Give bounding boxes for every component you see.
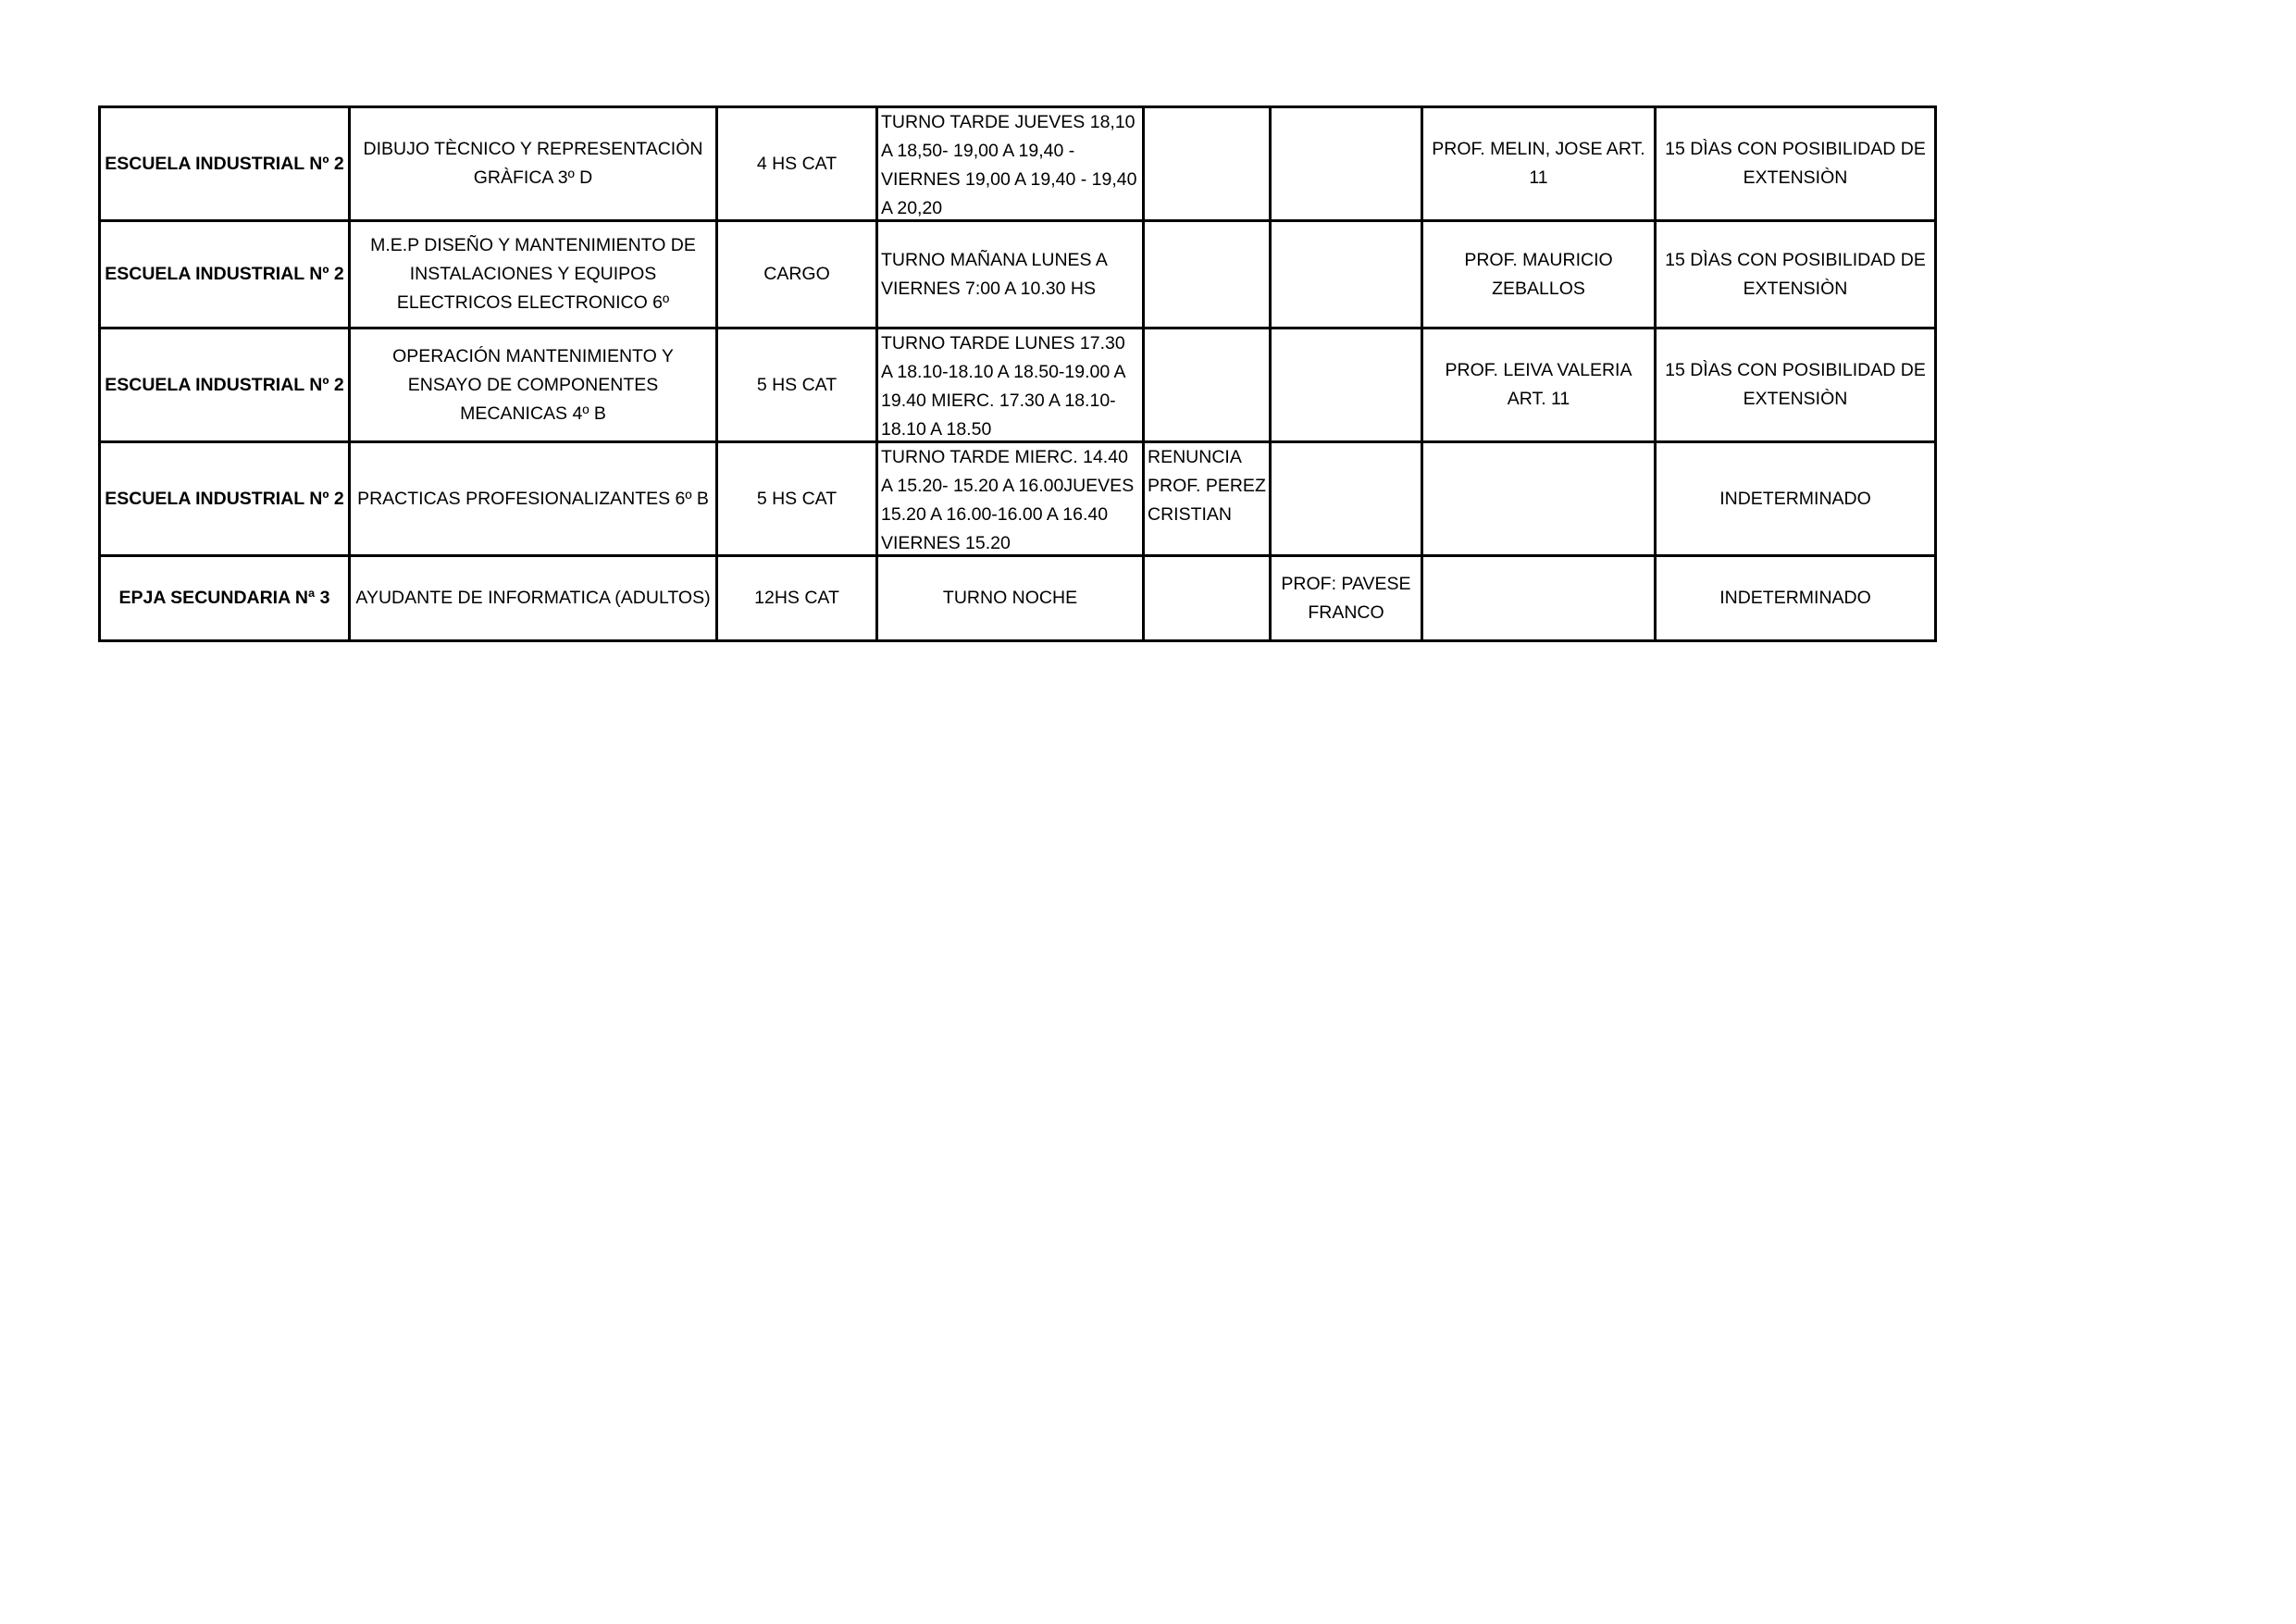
holder-cell bbox=[1422, 442, 1656, 556]
subject-cell: AYUDANTE DE INFORMATICA (ADULTOS) bbox=[350, 556, 717, 641]
school-cell: ESCUELA INDUSTRIAL Nº 2 bbox=[100, 107, 350, 221]
reason-cell bbox=[1144, 107, 1271, 221]
duration-cell: INDETERMINADO bbox=[1656, 556, 1936, 641]
substitute-cell bbox=[1271, 329, 1422, 442]
substitute-cell bbox=[1271, 221, 1422, 329]
schedule-cell: TURNO NOCHE bbox=[877, 556, 1144, 641]
holder-cell: PROF. MAURICIO ZEBALLOS bbox=[1422, 221, 1656, 329]
subject-cell: DIBUJO TÈCNICO Y REPRESENTACIÒN GRÀFICA 3º D bbox=[350, 107, 717, 221]
subject-cell: PRACTICAS PROFESIONALIZANTES 6º B bbox=[350, 442, 717, 556]
substitute-cell: PROF: PAVESE FRANCO bbox=[1271, 556, 1422, 641]
duration-cell: INDETERMINADO bbox=[1656, 442, 1936, 556]
table-row bbox=[100, 329, 1936, 442]
subject-cell: OPERACIÓN MANTENIMIENTO Y ENSAYO DE COMPONENTES MECANICAS 4º B bbox=[350, 329, 717, 442]
table-row bbox=[100, 556, 1936, 641]
hours-cell: 5 HS CAT bbox=[717, 329, 877, 442]
substitute-cell bbox=[1271, 442, 1422, 556]
schedule-text: TURNO TARDE JUEVES 18,10 A 18,50- 19,00 A 19,40 - VIERNES 19,00 A 19,40 - 19,40 A 20,20 bbox=[881, 112, 1137, 218]
vacancy-table bbox=[98, 105, 1937, 642]
holder-cell: PROF. MELIN, JOSE ART. 11 bbox=[1422, 107, 1656, 221]
schedule-text: TURNO TARDE MIERC. 14.40 A 15.20- 15.20 A 16.00JUEVES 15.20 A 16.00-16.00 A 16.40 VIERNES 15.20 bbox=[881, 447, 1135, 553]
school-cell: ESCUELA INDUSTRIAL Nº 2 bbox=[100, 221, 350, 329]
reason-cell bbox=[1144, 329, 1271, 442]
schedule-cell bbox=[877, 107, 1144, 221]
schedule-cell: TURNO MAÑANA LUNES A VIERNES 7:00 A 10.30 HS bbox=[877, 221, 1144, 329]
duration-cell: 15 DÌAS CON POSIBILIDAD DE EXTENSIÒN bbox=[1656, 221, 1936, 329]
school-cell: EPJA SECUNDARIA Nª 3 bbox=[100, 556, 350, 641]
subject-cell: M.E.P DISEÑO Y MANTENIMIENTO DE INSTALACIONES Y EQUIPOS ELECTRICOS ELECTRONICO 6º bbox=[350, 221, 717, 329]
hours-cell: 12HS CAT bbox=[717, 556, 877, 641]
school-cell: ESCUELA INDUSTRIAL Nº 2 bbox=[100, 442, 350, 556]
school-cell: ESCUELA INDUSTRIAL Nº 2 bbox=[100, 329, 350, 442]
reason-cell bbox=[1144, 556, 1271, 641]
schedule-text: TURNO TARDE LUNES 17.30 A 18.10-18.10 A 18.50-19.00 A 19.40 MIERC. 17.30 A 18.10-18.10 A 18.50 bbox=[881, 333, 1125, 440]
schedule-cell bbox=[877, 329, 1144, 442]
hours-cell: 4 HS CAT bbox=[717, 107, 877, 221]
reason-cell bbox=[1144, 221, 1271, 329]
duration-cell: 15 DÌAS CON POSIBILIDAD DE EXTENSIÒN bbox=[1656, 107, 1936, 221]
hours-cell: 5 HS CAT bbox=[717, 442, 877, 556]
hours-cell: CARGO bbox=[717, 221, 877, 329]
holder-cell: PROF. LEIVA VALERIA ART. 11 bbox=[1422, 329, 1656, 442]
duration-cell: 15 DÌAS CON POSIBILIDAD DE EXTENSIÒN bbox=[1656, 329, 1936, 442]
table-row bbox=[100, 442, 1936, 556]
table-row bbox=[100, 107, 1936, 221]
substitute-cell bbox=[1271, 107, 1422, 221]
schedule-cell bbox=[877, 442, 1144, 556]
reason-cell: RENUNCIA PROF. PEREZ CRISTIAN bbox=[1144, 442, 1271, 556]
table-row bbox=[100, 221, 1936, 329]
holder-cell bbox=[1422, 556, 1656, 641]
vacancy-table-container bbox=[98, 105, 1937, 642]
